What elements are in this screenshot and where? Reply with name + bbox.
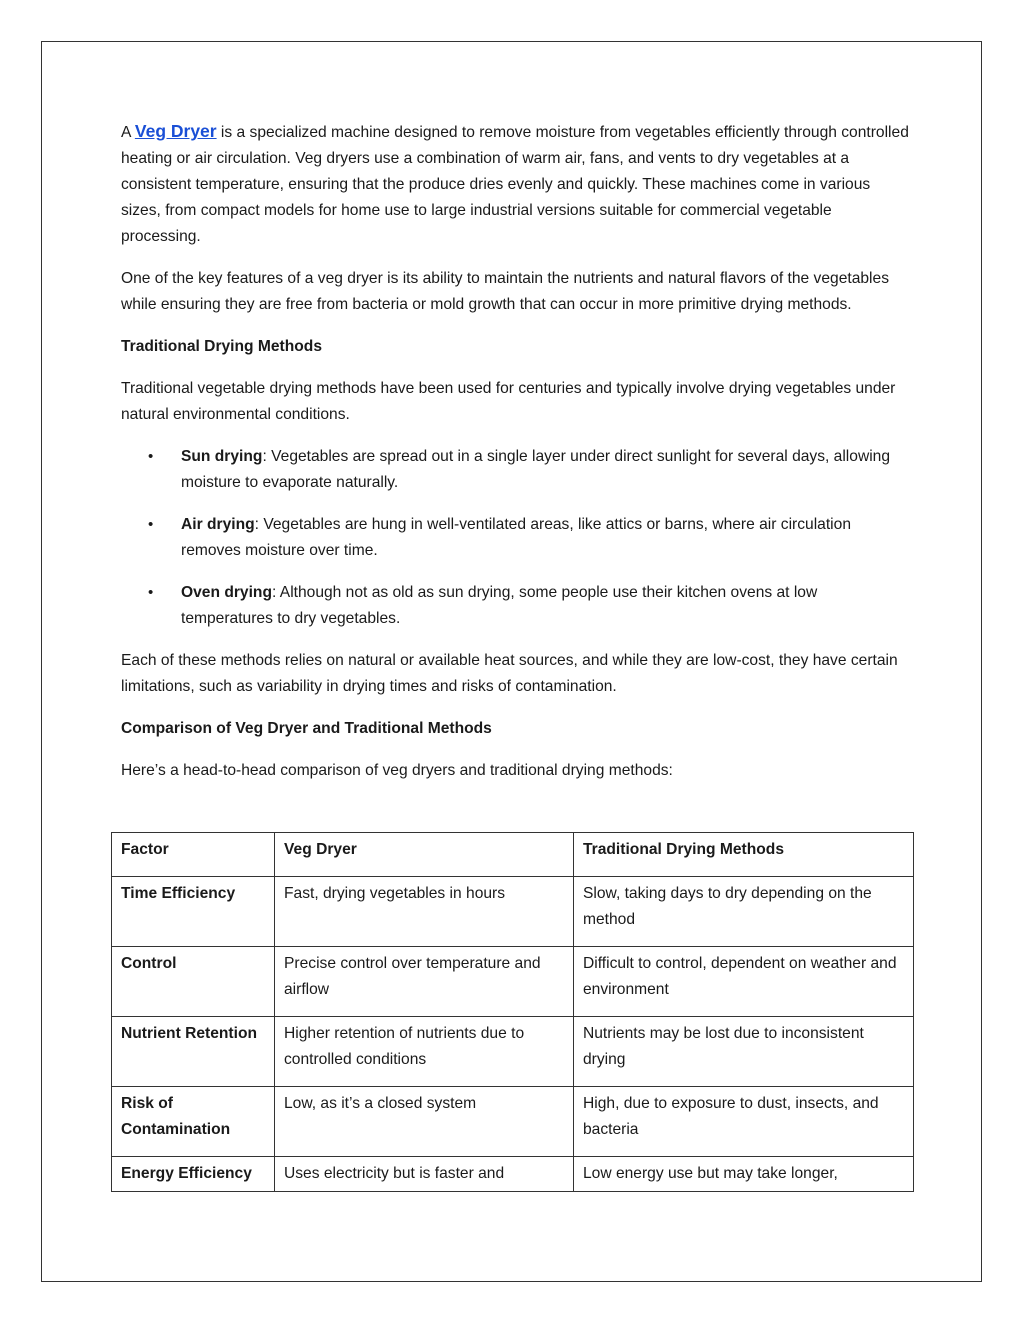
table-row: [112, 1017, 914, 1087]
methods-list: [121, 444, 911, 632]
column-header: Factor: [112, 833, 275, 877]
traditional-heading: Traditional Drying Methods: [121, 338, 322, 355]
column-header: Veg Dryer: [275, 833, 574, 877]
traditional-summary: Each of these methods relies on natural or available heat sources, and while they are low-cost, they have certain limitations, such as variability in drying times and risks of contamination.: [121, 652, 898, 695]
table-row: [112, 947, 914, 1017]
veg-dryer-cell: Fast, drying vegetables in hours: [275, 877, 574, 947]
traditional-cell: Low energy use but may take longer,: [574, 1157, 914, 1192]
traditional-intro: Traditional vegetable drying methods have been used for centuries and typically involve drying vegetables under natural environmental conditions.: [121, 380, 896, 423]
factor-cell: Risk of Contamination: [112, 1087, 275, 1157]
veg-dryer-cell: Low, as it’s a closed system: [275, 1087, 574, 1157]
comparison-intro: Here’s a head-to-head comparison of veg dryers and traditional drying methods:: [121, 762, 673, 779]
method-term: Air drying: [181, 516, 255, 533]
veg-dryer-link[interactable]: Veg Dryer: [134, 121, 217, 141]
method-text: : Vegetables are spread out in a single layer under direct sunlight for several days, allowing moisture to evaporate naturally.: [181, 448, 891, 491]
table-row: [112, 1087, 914, 1157]
table-row: [112, 1157, 914, 1192]
veg-dryer-cell: Uses electricity but is faster and: [275, 1157, 574, 1192]
veg-dryer-cell: Precise control over temperature and airflow: [275, 947, 574, 1017]
list-item: [121, 512, 911, 564]
comparison-heading: Comparison of Veg Dryer and Traditional Methods: [121, 720, 492, 737]
bullet-icon: •: [148, 584, 154, 601]
bullet-icon: •: [148, 516, 154, 533]
table-row: [112, 877, 914, 947]
traditional-cell: Slow, taking days to dry depending on the method: [574, 877, 914, 947]
table-header-row: [112, 833, 914, 877]
method-text: : Vegetables are hung in well-ventilated areas, like attics or barns, where air circulation removes moisture over time.: [181, 516, 851, 559]
factor-cell: Control: [112, 947, 275, 1017]
factor-cell: Nutrient Retention: [112, 1017, 275, 1087]
factor-cell: Energy Efficiency: [112, 1157, 275, 1192]
veg-dryer-cell: Higher retention of nutrients due to controlled conditions: [275, 1017, 574, 1087]
intro-paragraph: [121, 118, 911, 250]
method-text: : Although not as old as sun drying, some people use their kitchen ovens at low temperatures to dry vegetables.: [181, 584, 818, 627]
factor-cell: Time Efficiency: [112, 877, 275, 947]
intro-rest: is a specialized machine designed to remove moisture from vegetables efficiently through controlled heating or air circulation. Veg dryers use a combination of warm air, fans, and vents to dry vegetables at a consistent temperature, ensuring that the produce dries evenly and quickly. These machines come in various sizes, from compact models for home use to large industrial versions suitable for commercial vegetable processing.: [121, 124, 909, 245]
method-term: Oven drying: [181, 584, 272, 601]
document-body: [121, 118, 911, 800]
traditional-cell: Nutrients may be lost due to inconsistent drying: [574, 1017, 914, 1087]
comparison-table: [111, 832, 914, 1192]
bullet-icon: •: [148, 448, 154, 465]
features-paragraph: One of the key features of a veg dryer is its ability to maintain the nutrients and natural flavors of the vegetables while ensuring they are free from bacteria or mold growth that can occur in more primitive drying methods.: [121, 270, 889, 313]
intro-prefix: A: [121, 124, 135, 141]
method-term: Sun drying: [181, 448, 263, 465]
traditional-cell: Difficult to control, dependent on weather and environment: [574, 947, 914, 1017]
list-item: [121, 580, 911, 632]
traditional-cell: High, due to exposure to dust, insects, and bacteria: [574, 1087, 914, 1157]
column-header: Traditional Drying Methods: [574, 833, 914, 877]
list-item: [121, 444, 911, 496]
